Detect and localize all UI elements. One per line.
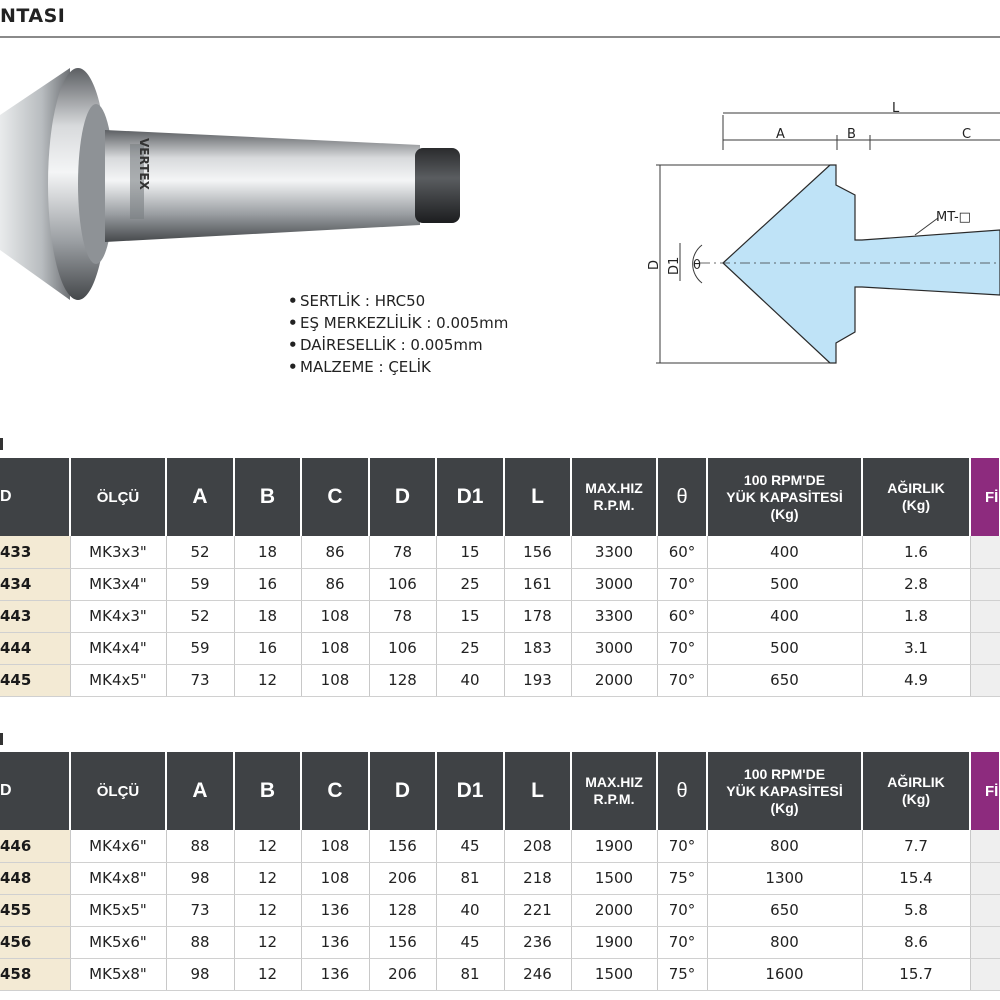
cell-rpm: 3300 xyxy=(571,600,657,632)
spec-table-1 xyxy=(0,458,1000,697)
cell-rpm: 1900 xyxy=(571,926,657,958)
spec-list xyxy=(288,290,508,378)
cell-price xyxy=(970,926,1000,958)
col-d1: D1 xyxy=(436,752,504,830)
cell-c: 86 xyxy=(301,536,369,568)
cell-d1: 81 xyxy=(436,958,504,990)
cell-l: 246 xyxy=(504,958,571,990)
section-marker xyxy=(0,733,3,745)
col-agirlik: AĞIRLIK (Kg) xyxy=(862,458,970,536)
cell-weight: 5.8 xyxy=(862,894,970,926)
cell-olcu: MK5x6" xyxy=(70,926,166,958)
cell-b: 12 xyxy=(234,894,301,926)
cell-rpm: 1500 xyxy=(571,958,657,990)
col-d1: D1 xyxy=(436,458,504,536)
cell-d: 156 xyxy=(369,830,436,862)
cell-theta: 70° xyxy=(657,894,707,926)
dim-label-mt: MT-□ xyxy=(936,210,971,225)
live-center-photo xyxy=(0,60,480,310)
col-l: L xyxy=(504,752,571,830)
cell-code: 433 xyxy=(0,536,70,568)
cell-theta: 60° xyxy=(657,600,707,632)
cell-d: 106 xyxy=(369,568,436,600)
cell-c: 108 xyxy=(301,862,369,894)
cell-a: 59 xyxy=(166,632,234,664)
cell-load: 1300 xyxy=(707,862,862,894)
cell-c: 108 xyxy=(301,664,369,696)
cell-price xyxy=(970,830,1000,862)
dimension-diagram xyxy=(640,95,1000,385)
table-row xyxy=(0,862,1000,894)
cell-price xyxy=(970,600,1000,632)
col-fiyat: Fİ xyxy=(970,458,1000,536)
cell-a: 52 xyxy=(166,536,234,568)
col-agirlik: AĞIRLIK (Kg) xyxy=(862,752,970,830)
col-olcu: ÖLÇÜ xyxy=(70,752,166,830)
cell-l: 221 xyxy=(504,894,571,926)
cell-weight: 1.8 xyxy=(862,600,970,632)
dim-label-a: A xyxy=(776,127,785,142)
title-divider xyxy=(0,36,1000,38)
cell-a: 88 xyxy=(166,830,234,862)
cell-rpm: 3000 xyxy=(571,568,657,600)
table-row xyxy=(0,568,1000,600)
spec-item: • EŞ MERKEZLİLİK : 0.005mm xyxy=(288,314,509,332)
cell-b: 12 xyxy=(234,926,301,958)
table-row xyxy=(0,664,1000,696)
cell-b: 18 xyxy=(234,600,301,632)
cell-d1: 25 xyxy=(436,632,504,664)
cell-olcu: MK4x5" xyxy=(70,664,166,696)
col-b: B xyxy=(234,752,301,830)
cell-l: 218 xyxy=(504,862,571,894)
cell-code: 448 xyxy=(0,862,70,894)
cell-rpm: 3300 xyxy=(571,536,657,568)
cell-d1: 45 xyxy=(436,926,504,958)
cell-d: 106 xyxy=(369,632,436,664)
cell-price xyxy=(970,536,1000,568)
cell-load: 400 xyxy=(707,536,862,568)
cell-code: 456 xyxy=(0,926,70,958)
table-row xyxy=(0,536,1000,568)
cell-b: 12 xyxy=(234,664,301,696)
cell-load: 1600 xyxy=(707,958,862,990)
cell-d: 206 xyxy=(369,862,436,894)
cell-code: 445 xyxy=(0,664,70,696)
cell-a: 59 xyxy=(166,568,234,600)
cell-load: 800 xyxy=(707,926,862,958)
cell-olcu: MK4x4" xyxy=(70,632,166,664)
col-l: L xyxy=(504,458,571,536)
dim-label-c: C xyxy=(962,127,972,142)
col-yuk: 100 RPM'DE YÜK KAPASİTESİ (Kg) xyxy=(707,752,862,830)
cell-b: 12 xyxy=(234,830,301,862)
cell-load: 650 xyxy=(707,664,862,696)
cell-code: 458 xyxy=(0,958,70,990)
cell-a: 52 xyxy=(166,600,234,632)
col-theta: θ xyxy=(657,458,707,536)
cell-load: 500 xyxy=(707,632,862,664)
cell-theta: 70° xyxy=(657,632,707,664)
dim-label-theta: θ xyxy=(693,258,701,273)
cell-a: 98 xyxy=(166,862,234,894)
col-max-hiz: MAX.HIZ R.P.M. xyxy=(571,458,657,536)
taper-shank xyxy=(105,130,420,242)
cell-load: 650 xyxy=(707,894,862,926)
cell-d: 128 xyxy=(369,894,436,926)
cell-l: 236 xyxy=(504,926,571,958)
dim-label-b: B xyxy=(847,127,856,142)
cell-weight: 1.6 xyxy=(862,536,970,568)
cell-l: 161 xyxy=(504,568,571,600)
cell-d: 78 xyxy=(369,536,436,568)
cell-theta: 70° xyxy=(657,568,707,600)
cell-d: 78 xyxy=(369,600,436,632)
cell-l: 178 xyxy=(504,600,571,632)
cell-theta: 70° xyxy=(657,664,707,696)
cell-d: 128 xyxy=(369,664,436,696)
table-row xyxy=(0,958,1000,990)
col-c: C xyxy=(301,752,369,830)
cell-b: 12 xyxy=(234,862,301,894)
cell-rpm: 3000 xyxy=(571,632,657,664)
shank-tang xyxy=(415,148,460,223)
cell-rpm: 1500 xyxy=(571,862,657,894)
cell-load: 400 xyxy=(707,600,862,632)
cell-weight: 8.6 xyxy=(862,926,970,958)
cell-b: 16 xyxy=(234,632,301,664)
cell-weight: 4.9 xyxy=(862,664,970,696)
cell-price xyxy=(970,664,1000,696)
cell-olcu: MK3x3" xyxy=(70,536,166,568)
col-b: B xyxy=(234,458,301,536)
cell-l: 208 xyxy=(504,830,571,862)
cell-d1: 81 xyxy=(436,862,504,894)
cell-rpm: 2000 xyxy=(571,894,657,926)
col-theta: θ xyxy=(657,752,707,830)
cell-price xyxy=(970,894,1000,926)
col-code: D xyxy=(0,752,70,830)
cell-weight: 7.7 xyxy=(862,830,970,862)
dim-label-l: L xyxy=(892,101,900,116)
cell-weight: 2.8 xyxy=(862,568,970,600)
cell-c: 108 xyxy=(301,600,369,632)
cell-c: 136 xyxy=(301,926,369,958)
col-d: D xyxy=(369,458,436,536)
cell-price xyxy=(970,958,1000,990)
table-row xyxy=(0,894,1000,926)
cell-code: 446 xyxy=(0,830,70,862)
col-olcu: ÖLÇÜ xyxy=(70,458,166,536)
cell-theta: 70° xyxy=(657,926,707,958)
col-c: C xyxy=(301,458,369,536)
dim-label-d1: D1 xyxy=(667,256,682,275)
cell-a: 73 xyxy=(166,664,234,696)
cell-c: 108 xyxy=(301,830,369,862)
page-title: NTASI xyxy=(0,5,66,27)
cell-d: 156 xyxy=(369,926,436,958)
cell-olcu: MK4x6" xyxy=(70,830,166,862)
cell-theta: 75° xyxy=(657,862,707,894)
cell-d1: 40 xyxy=(436,894,504,926)
table-row xyxy=(0,926,1000,958)
cell-olcu: MK3x4" xyxy=(70,568,166,600)
cell-d1: 40 xyxy=(436,664,504,696)
cell-c: 136 xyxy=(301,958,369,990)
cell-theta: 70° xyxy=(657,830,707,862)
cell-c: 108 xyxy=(301,632,369,664)
col-d: D xyxy=(369,752,436,830)
table-row xyxy=(0,830,1000,862)
cell-rpm: 1900 xyxy=(571,830,657,862)
cell-code: 434 xyxy=(0,568,70,600)
table-row xyxy=(0,632,1000,664)
col-fiyat: Fİ xyxy=(970,752,1000,830)
section-marker xyxy=(0,438,3,450)
cell-weight: 15.4 xyxy=(862,862,970,894)
cell-a: 98 xyxy=(166,958,234,990)
cell-price xyxy=(970,632,1000,664)
cell-d1: 15 xyxy=(436,536,504,568)
spec-table-2 xyxy=(0,752,1000,991)
table-row xyxy=(0,600,1000,632)
cell-c: 86 xyxy=(301,568,369,600)
cell-a: 88 xyxy=(166,926,234,958)
cell-b: 12 xyxy=(234,958,301,990)
cell-theta: 75° xyxy=(657,958,707,990)
cell-olcu: MK4x8" xyxy=(70,862,166,894)
cell-d1: 15 xyxy=(436,600,504,632)
cell-code: 444 xyxy=(0,632,70,664)
cell-l: 193 xyxy=(504,664,571,696)
cell-price xyxy=(970,568,1000,600)
cell-olcu: MK4x3" xyxy=(70,600,166,632)
table-header-row xyxy=(0,752,1000,830)
col-code: D xyxy=(0,458,70,536)
cell-l: 183 xyxy=(504,632,571,664)
cell-code: 443 xyxy=(0,600,70,632)
cell-b: 18 xyxy=(234,536,301,568)
col-yuk: 100 RPM'DE YÜK KAPASİTESİ (Kg) xyxy=(707,458,862,536)
cell-d1: 45 xyxy=(436,830,504,862)
cell-a: 73 xyxy=(166,894,234,926)
cell-rpm: 2000 xyxy=(571,664,657,696)
live-center-outline xyxy=(723,165,1000,363)
spec-item: • DAİRESELLİK : 0.005mm xyxy=(288,336,483,354)
cell-olcu: MK5x8" xyxy=(70,958,166,990)
cell-weight: 3.1 xyxy=(862,632,970,664)
cell-weight: 15.7 xyxy=(862,958,970,990)
cell-load: 800 xyxy=(707,830,862,862)
cell-olcu: MK5x5" xyxy=(70,894,166,926)
spec-item: • SERTLİK : HRC50 xyxy=(288,292,426,310)
cell-theta: 60° xyxy=(657,536,707,568)
cell-price xyxy=(970,862,1000,894)
cell-load: 500 xyxy=(707,568,862,600)
table-header-row xyxy=(0,458,1000,536)
dim-label-d: D xyxy=(647,259,662,270)
col-a: A xyxy=(166,752,234,830)
cell-d: 206 xyxy=(369,958,436,990)
brand-mark: VERTEX xyxy=(137,138,151,190)
cell-b: 16 xyxy=(234,568,301,600)
cell-l: 156 xyxy=(504,536,571,568)
col-a: A xyxy=(166,458,234,536)
cell-code: 455 xyxy=(0,894,70,926)
cell-c: 136 xyxy=(301,894,369,926)
spec-item: • MALZEME : ÇELİK xyxy=(288,358,431,376)
cell-d1: 25 xyxy=(436,568,504,600)
col-max-hiz: MAX.HIZ R.P.M. xyxy=(571,752,657,830)
